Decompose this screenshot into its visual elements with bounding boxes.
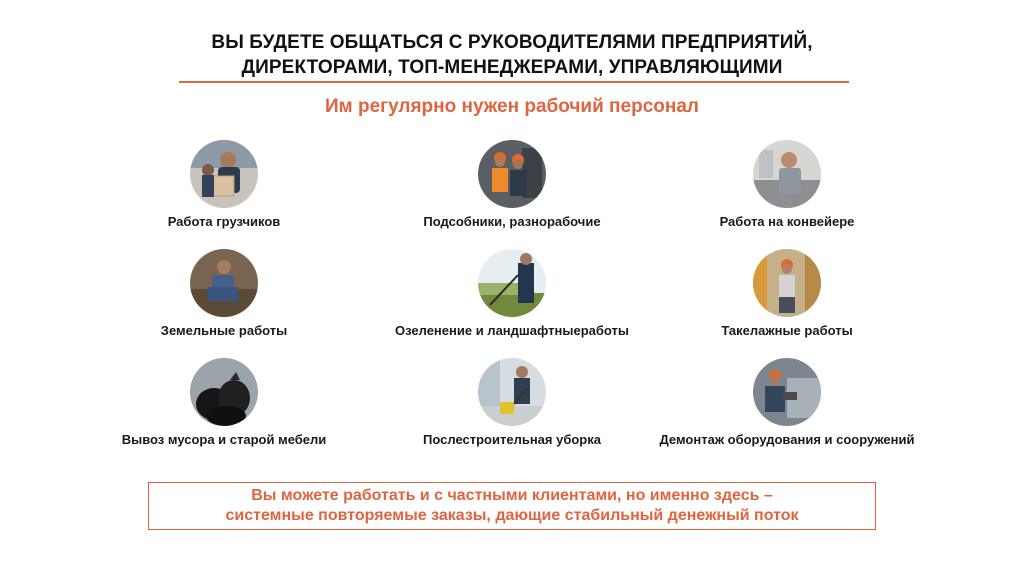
conveyor-worker-photo [753, 140, 821, 208]
earthwork-photo [190, 249, 258, 317]
service-label: Такелажные работы [721, 323, 853, 338]
service-label: Земельные работы [160, 323, 288, 338]
landscaping-photo [478, 249, 546, 317]
loader-worker-photo [190, 140, 258, 208]
service-item-cleaning [362, 358, 662, 447]
laborers-photo [478, 140, 546, 208]
service-item-dismantling [637, 358, 937, 447]
service-label: Озеленение и ландшафтныеработы [394, 323, 630, 338]
highlight-banner [148, 482, 876, 530]
service-item-trash-removal [74, 358, 374, 447]
service-label: Работа на конвейере [719, 214, 855, 229]
rigging-photo [753, 249, 821, 317]
service-label: Подсобники, разнорабочие [423, 214, 601, 229]
banner-line-1: Вы можете работать и с частными клиентами, но именно здесь – [251, 487, 773, 504]
service-item-rigging [637, 249, 937, 338]
cleaning-photo [478, 358, 546, 426]
service-item-landscaping [362, 249, 662, 338]
dismantling-photo [753, 358, 821, 426]
service-item-conveyor [637, 140, 937, 229]
service-item-laborers [362, 140, 662, 229]
service-label: Вывоз мусора и старой мебели [121, 432, 327, 447]
title-divider [179, 81, 849, 83]
service-item-earthworks [74, 249, 374, 338]
service-label: Послестроительная уборка [423, 432, 601, 447]
service-label: Демонтаж оборудования и сооружений [659, 432, 915, 447]
service-label: Работа грузчиков [167, 214, 281, 229]
trash-bags-photo [190, 358, 258, 426]
title-line-2: ДИРЕКТОРАМИ, ТОП-МЕНЕДЖЕРАМИ, УПРАВЛЯЮЩИМИ [241, 57, 783, 78]
banner-line-2: системные повторяемые заказы, дающие стабильный денежный поток [225, 507, 799, 524]
subtitle: Им регулярно нужен рабочий персонал [325, 96, 699, 117]
service-item-loaders [74, 140, 374, 229]
page-title [0, 30, 1024, 80]
title-line-1: ВЫ БУДЕТЕ ОБЩАТЬСЯ С РУКОВОДИТЕЛЯМИ ПРЕДПРИЯТИЙ, [211, 32, 813, 53]
